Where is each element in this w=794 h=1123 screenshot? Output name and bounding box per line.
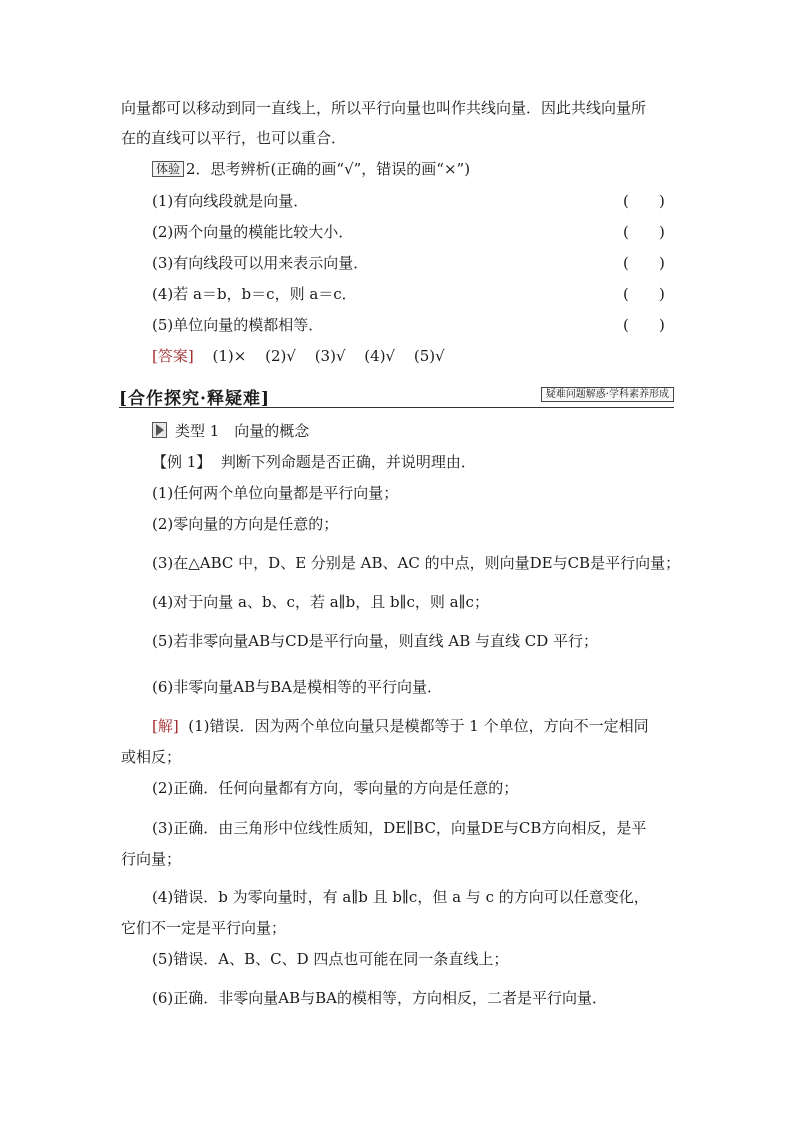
answer-3: (3)√ [314,347,346,365]
answer-parens-4: ( ) [623,285,665,303]
answer-5: (5)√ [413,347,445,365]
exercise-heading-text: 2．思考辨析(正确的画“√”，错误的画“×”) [186,160,471,178]
solution-4b: 它们不一定是平行向量； [121,919,287,937]
answer-line [152,346,459,366]
solution-3a: (3)正确．由三角形中位线性质知，DE∥BC，向量DE与CB方向相反，是平 [152,819,647,837]
exercise-item-3: (3)有向线段可以用来表示向量． [152,254,369,272]
proposition-2: (2)零向量的方向是任意的； [152,515,339,533]
exercise-item-2: (2)两个向量的模能比较大小． [152,223,354,241]
solution-2: (2)正确．任何向量都有方向，零向量的方向是任意的； [152,779,519,797]
answer-parens-2: ( ) [623,223,665,241]
solution-label: [解] [152,717,179,735]
example-label: 【例 1】 [152,453,212,471]
answer-4: (4)√ [364,347,396,365]
solution-6: (6)正确．非零向量AB与BA的模相等，方向相反，二者是平行向量． [152,989,607,1007]
solution-3b: 行向量； [121,850,182,868]
proposition-4: (4)对于向量 a、b、c，若 a∥b，且 b∥c，则 a∥c； [152,593,489,611]
exercise-item-5: (5)单位向量的模都相等． [152,316,324,334]
play-triangle-icon [152,422,167,438]
intro-line-2: 在的直线可以平行，也可以重合． [121,129,347,147]
exercise-item-1: (1)有向线段就是向量． [152,192,309,210]
section-title: [合作探究·释疑难] [119,389,271,409]
type-heading-text: 类型 1 向量的概念 [175,422,310,440]
exercise-tag: 体验 [152,161,184,177]
solution-1b: 或相反； [121,748,182,766]
exercise-heading [152,159,470,179]
solution-1a-text: (1)错误．因为两个单位向量只是模都等于 1 个单位，方向不一定相同 [188,717,649,735]
proposition-6: (6)非零向量AB与BA是模相等的平行向量． [152,678,442,696]
intro-line-1: 向量都可以移动到同一直线上，所以平行向量也叫作共线向量．因此共线向量所 [121,99,647,117]
answer-parens-3: ( ) [623,254,665,272]
solution-1a [152,716,649,736]
section-header [119,383,674,408]
answer-1: (1)× [212,347,247,365]
answer-2: (2)√ [265,347,296,365]
answer-parens-5: ( ) [623,316,665,334]
solution-4a: (4)错误．b 为零向量时，有 a∥b 且 b∥c，但 a 与 c 的方向可以任意变化， [152,888,649,906]
type-heading [152,421,309,441]
solution-5: (5)错误．A、B、C、D 四点也可能在同一条直线上； [152,950,509,968]
example-prompt [152,452,476,472]
proposition-5: (5)若非零向量AB与CD是平行向量，则直线 AB 与直线 CD 平行； [152,632,599,650]
answer-parens-1: ( ) [623,192,665,210]
proposition-3: (3)在△ABC 中，D、E 分别是 AB、AC 的中点，则向量DE与CB是平行向量； [152,554,681,572]
proposition-1: (1)任何两个单位向量都是平行向量； [152,484,399,502]
section-subtitle: 疑难问题解惑·学科素养形成 [541,387,674,402]
exercise-item-4: (4)若 a＝b，b＝c，则 a＝c． [152,285,357,303]
answer-label: [答案] [152,347,194,365]
example-prompt-text: 判断下列命题是否正确，并说明理由． [220,453,476,471]
